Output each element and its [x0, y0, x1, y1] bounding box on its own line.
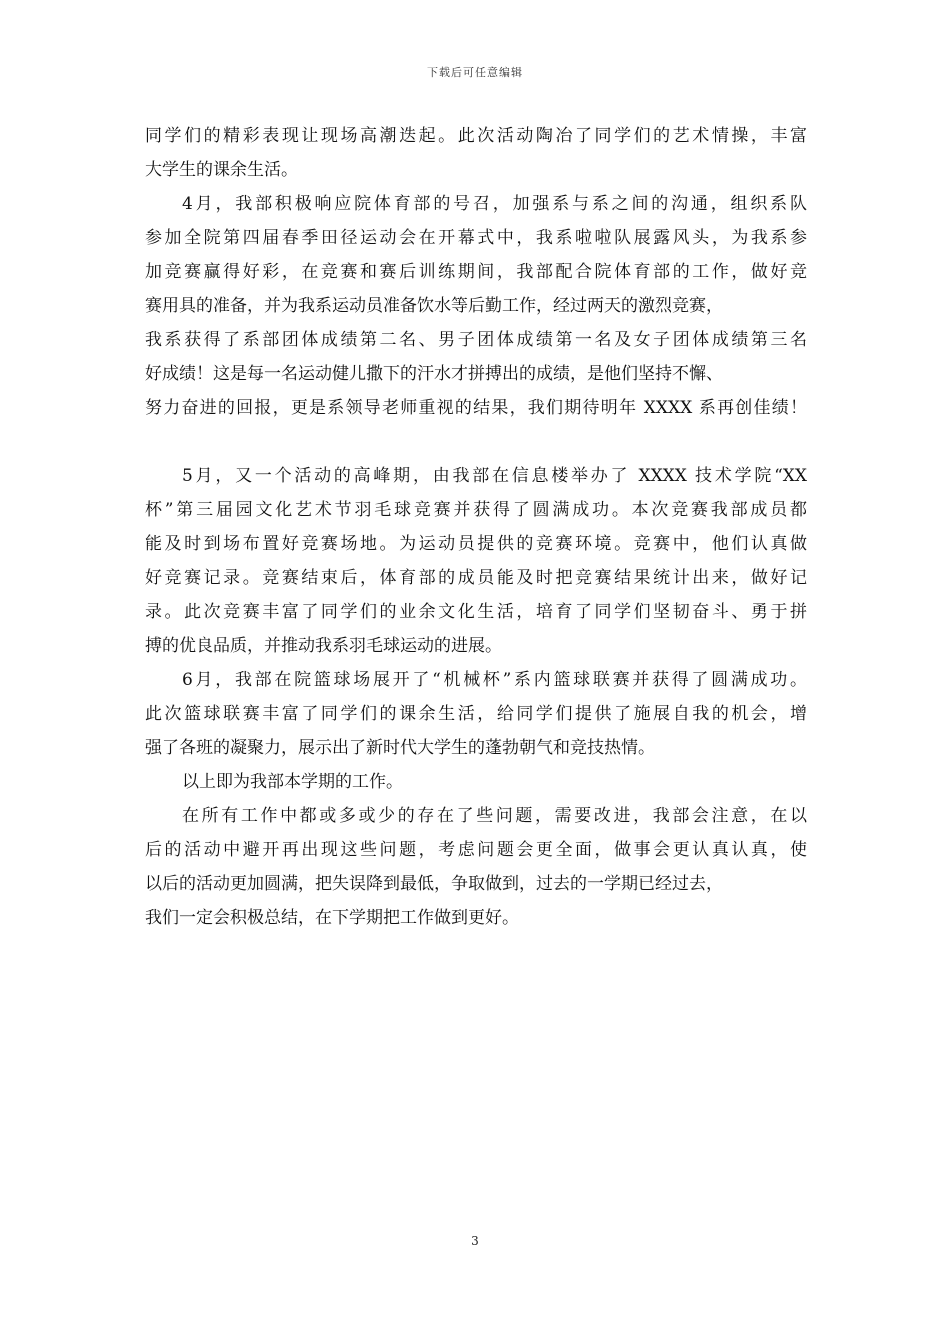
text-line: 能及时到场布置好竞赛场地。为运动员提供的竞赛环境。竞赛中，他们认真做 — [145, 534, 807, 554]
text-line: 同学们的精彩表现让现场高潮迭起。此次活动陶冶了同学们的艺术情操，丰富 — [145, 126, 807, 146]
text-line: 6月，我部在院篮球场展开了“机械杯”系内篮球联赛并获得了圆满成功。 — [182, 670, 807, 690]
text-line: 大学生的课余生活。 — [145, 160, 298, 180]
text-line: 5月，又一个活动的高峰期，由我部在信息楼举办了 XXXX 技术学院“XX — [182, 466, 807, 486]
text-line: 强了各班的凝聚力，展示出了新时代大学生的蓬勃朝气和竞技热情。 — [145, 738, 655, 758]
paragraph-april — [145, 187, 807, 425]
page-header: 下载后可任意编辑 — [427, 66, 523, 79]
blank-line — [145, 425, 807, 459]
text-line: 杯”第三届园文化艺术节羽毛球竞赛并获得了圆满成功。本次竞赛我部成员都 — [145, 500, 807, 520]
text-line: 在所有工作中都或多或少的存在了些问题，需要改进，我部会注意，在以 — [182, 806, 807, 826]
paragraph-continuation — [145, 119, 807, 187]
text-line: 我们一定会积极总结，在下学期把工作做到更好。 — [145, 908, 519, 928]
page-number: 3 — [471, 1234, 479, 1248]
text-line: 参加全院第四届春季田径运动会在开幕式中，我系啦啦队展露风头，为我系参 — [145, 228, 807, 248]
paragraph-june — [145, 663, 807, 765]
text-line: 录。此次竞赛丰富了同学们的业余文化生活，培育了同学们坚韧奋斗、勇于拼 — [145, 602, 807, 622]
paragraph-closing — [145, 799, 807, 935]
text-line: 以上即为我部本学期的工作。 — [182, 772, 403, 792]
text-line: 好竞赛记录。竞赛结束后，体育部的成员能及时把竞赛结果统计出来，做好记 — [145, 568, 807, 588]
text-line: 后的活动中避开再出现这些问题，考虑问题会更全面，做事会更认真认真，使 — [145, 840, 807, 860]
text-line: 我系获得了系部团体成绩第二名、男子团体成绩第一名及女子团体成绩第三名 — [145, 330, 807, 350]
paragraph-summary — [145, 765, 807, 799]
text-line: 搏的优良品质，并推动我系羽毛球运动的进展。 — [145, 636, 502, 656]
document-body — [145, 119, 807, 935]
text-line: 4月，我部积极响应院体育部的号召，加强系与系之间的沟通，组织系队 — [182, 194, 807, 214]
text-line: 赛用具的准备，并为我系运动员准备饮水等后勤工作，经过两天的激烈竞赛， — [145, 296, 723, 316]
text-line: 好成绩！这是每一名运动健儿撒下的汗水才拼搏出的成绩，是他们坚持不懈、 — [145, 364, 723, 384]
text-line: 此次篮球联赛丰富了同学们的课余生活，给同学们提供了施展自我的机会，增 — [145, 704, 807, 724]
text-line: 努力奋进的回报，更是系领导老师重视的结果，我们期待明年 XXXX 系再创佳绩！ — [145, 398, 807, 418]
paragraph-may — [145, 459, 807, 663]
text-line: 加竞赛赢得好彩，在竞赛和赛后训练期间，我部配合院体育部的工作，做好竞 — [145, 262, 807, 282]
text-line: 以后的活动更加圆满，把失误降到最低，争取做到，过去的一学期已经过去， — [145, 874, 723, 894]
